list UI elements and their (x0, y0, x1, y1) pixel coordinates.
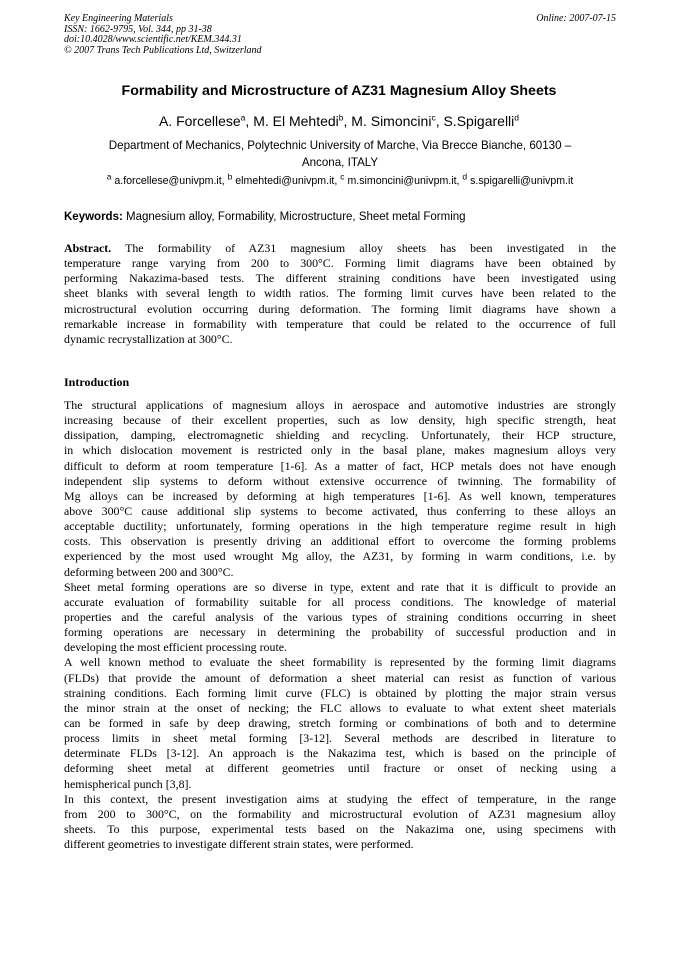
body-text-line: the minor strain at the onset of necking; the FLC allows to evaluate to what extent sheet materials (64, 700, 616, 715)
paper-title: Formability and Microstructure of AZ31 Magnesium Alloy Sheets (121, 83, 557, 99)
body-text-line: independent slip systems to deform without extensive occurrence of twinning. The formability of (64, 473, 616, 488)
body-text-line: experienced by the most used wrought Mg alloy, the AZ31, by forming in warm conditions, i.e. by (64, 549, 616, 564)
email[interactable]: $^c$ m.simoncini@univpm.it, (340, 171, 463, 187)
body-text-line: straining conditions. Each forming limit curve (FLC) is obtained by plotting the major strain versus (64, 685, 616, 700)
body-text-line: in which dislocation movement is restricted only in the basal plane, makes magnesium alloys very (64, 443, 616, 458)
abstract (64, 241, 616, 347)
body-text-line: properties and the careful analysis of the various types of straining conditions occurring in sheet (64, 609, 616, 624)
abstract-line: remarkable increase in formability with temperature that could be related to the occurrence of full (64, 316, 616, 331)
body-text-line: determinate FLDs [3-12]. An approach is the Nakazima test, which is based on the principle of (64, 746, 616, 761)
body-text-line: accurate evaluation of formability suitable for all process conditions. The knowledge of material (64, 594, 616, 609)
body-text-line: process limits in sheet metal forming [3-12]. Several methods are described in literature to (64, 731, 616, 746)
online-date: Online: 2007-07-15 (536, 13, 616, 24)
body-text-line: can be formed in safe by deep drawing, stretch forming or combinations of both and to determine (64, 715, 616, 730)
body-text-line: developing the most efficient processing route. (64, 640, 288, 655)
author-emails (64, 171, 616, 187)
author: S.Spigarelli$^d$ (443, 112, 520, 129)
abstract-line: Abstract. The formability of AZ31 magnesium alloy sheets has been investigated in the (64, 241, 616, 255)
body-text-line: acceptable ductility; unfortunately, forming operations in the high temperature regime result in high (64, 519, 616, 534)
body-text-line: Mg alloys can be increased by deforming at high temperatures [1-6]. As well known, temperatures (64, 488, 616, 503)
body-text-line: hemispherical punch [3,8]. (64, 776, 192, 791)
abstract-line: performing Nakazima-based tests. The different straining conditions have been investigated using (64, 271, 616, 286)
affiliation: Department of Mechanics, Polytechnic University of Marche, Via Brecce Bianche, 60130 – Ancona, ITALY (108, 139, 572, 169)
email[interactable]: $^d$ s.spigarelli@univpm.it (462, 171, 574, 187)
body-text-line: forming operations are necessary in determining the probability of successful production and in (64, 625, 616, 640)
body-text-line: costs. This observation is presently driving an additional effort to overcome the forming problems (64, 534, 616, 549)
body-text-line: increasing because of their excellent properties, such as low density, high specific strength, heat (64, 413, 616, 428)
issn-line: ISSN: 1662-9795, Vol. 344, pp 31-38 (64, 23, 212, 35)
body-text-line: sheets. To this purpose, experimental tests based on the Nakazima one, using specimens with (64, 821, 616, 836)
body-text-line: In this context, the present investigation aims at studying the effect of temperature, in the range (64, 791, 616, 806)
journal-name: Key Engineering Materials (64, 13, 173, 24)
body-text-line: from 200 to 300°C, on the formability and microstructural evolution of AZ31 magnesium alloy (64, 806, 616, 821)
body-text-line: above 300°C cause additional slip systems to become activated, thus conferring to these alloys an (64, 503, 616, 518)
author: M. Simoncini$^c$, (351, 112, 444, 129)
author-list (0, 113, 678, 129)
author: M. El Mehtedi$^b$, (253, 112, 352, 129)
body-text-line: A well known method to evaluate the sheet formability is represented by the forming limit diagrams (64, 655, 616, 670)
doi-line: doi:10.4028/www.scientific.net/KEM.344.31 (64, 34, 242, 46)
body-text-line: different geometries to investigate different strain states, were performed. (64, 837, 414, 852)
body-text-line: deforming between 200 and 300°C. (64, 564, 234, 579)
body-text-line: (FLDs) that provide the amount of deformation a sheet material can resist as function of various (64, 670, 616, 685)
section-heading-introduction: Introduction (64, 375, 130, 389)
keywords-label: Keywords: (64, 211, 123, 223)
abstract-line: dynamic recrystallization at 300°C. (64, 331, 233, 346)
body-text-line: deforming sheet metal at different geometries until fracture or onset of necking using a (64, 761, 616, 776)
keywords (64, 211, 616, 223)
journal-header (64, 14, 616, 56)
abstract-line: sheet blanks with several length to width ratios. The forming limit curves have been related to the (64, 286, 616, 301)
email[interactable]: $^b$ elmehtedi@univpm.it, (227, 171, 341, 187)
email[interactable]: $^a$ a.forcellese@univpm.it, (106, 171, 228, 187)
author: A. Forcellese$^a$, (158, 112, 254, 129)
body-text-line: Sheet metal forming operations are so diverse in type, extent and rate that it is difficult to provide an (64, 579, 616, 594)
keywords-text: Magnesium alloy, Formability, Microstructure, Sheet metal Forming (122, 211, 466, 223)
abstract-line: temperature range varying from 200 to 300°C. Forming limit diagrams have been obtained by (64, 256, 616, 271)
copyright-line: © 2007 Trans Tech Publications Ltd, Switzerland (64, 44, 262, 56)
introduction-body (64, 398, 616, 852)
abstract-label: Abstract. (64, 241, 112, 255)
abstract-line: microstructural evolution occurring during deformation. The forming limit diagrams have shown a (64, 301, 616, 316)
body-text-line: difficult to deform at room temperature [1-6]. As a matter of fact, HCP metals does not have enough (64, 458, 616, 473)
body-text-line: The structural applications of magnesium alloys in aerospace and automotive industries are strongly (64, 398, 616, 412)
body-text-line: dissipation, damping, electromagnetic shielding and recycling. Unfortunately, their HCP structure, (64, 428, 616, 443)
